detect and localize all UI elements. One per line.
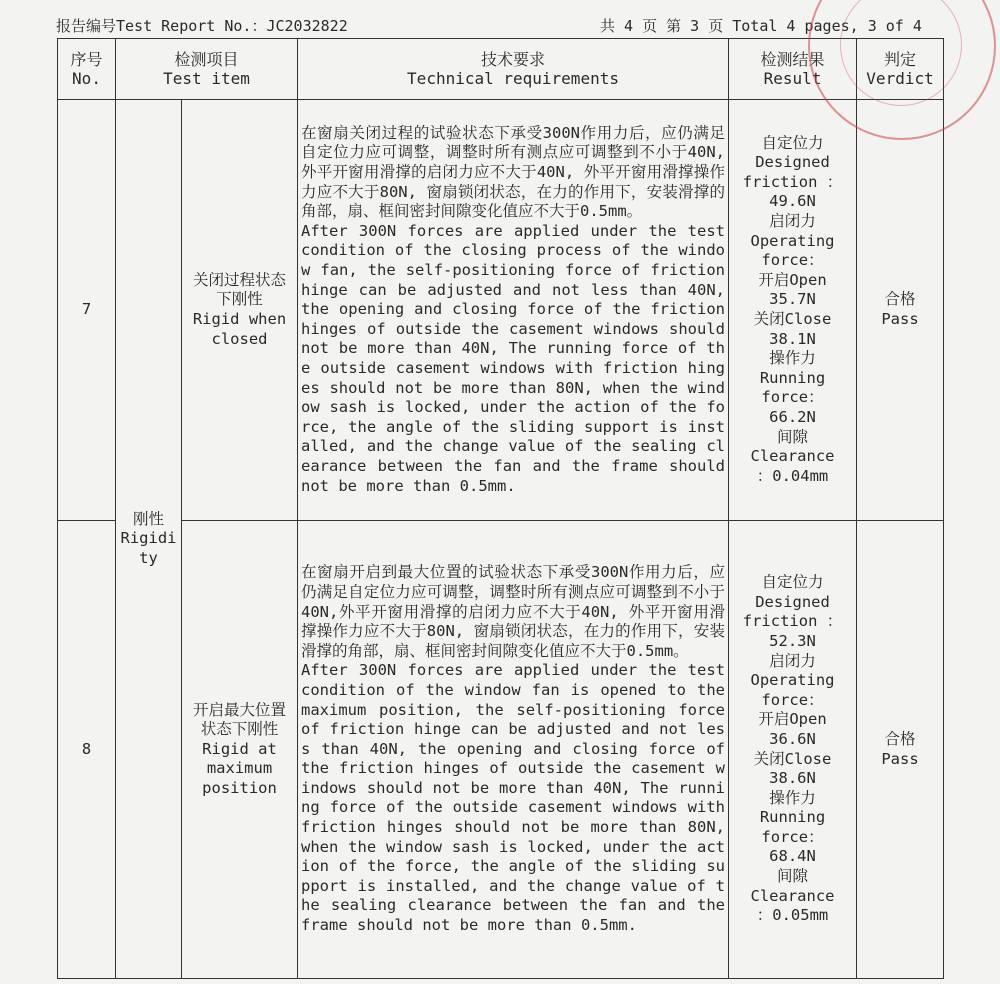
result-line: 操作力 (769, 788, 816, 807)
row-number: 7 (58, 100, 116, 521)
header-no-en: No. (72, 69, 101, 88)
result-cell (729, 521, 857, 979)
category-cn: 刚性 (132, 509, 164, 528)
header-result-en: Result (763, 69, 822, 88)
result-line: Clearance (750, 447, 835, 466)
result-line: Running (759, 808, 826, 827)
test-item-cell (182, 521, 298, 979)
result-line: Operating (750, 231, 835, 250)
header-result (729, 39, 857, 100)
row-number: 8 (58, 521, 116, 979)
header-verdict-en: Verdict (866, 69, 934, 88)
header-no (58, 39, 116, 100)
result-line: 间隙 (777, 867, 809, 886)
header-item-en: Test item (163, 69, 250, 88)
verdict-cn: 合格 (884, 729, 916, 748)
verdict-cell (857, 521, 944, 979)
header-no-cn: 序号 (70, 50, 103, 69)
result-line: friction ： (742, 612, 843, 631)
header-result-cn: 检测结果 (760, 50, 825, 69)
result-line: 66.2N (769, 407, 816, 426)
header-test-item (116, 39, 298, 100)
test-item-en: Rigid when closed (192, 310, 287, 348)
result-line: force： (761, 827, 824, 846)
table-header-row (58, 39, 944, 100)
result-line: Operating (750, 671, 835, 690)
verdict-cell (857, 100, 944, 521)
requirement-cn: 在窗扇开启到最大位置的试验状态下承受300N作用力后，应仍满足自定位力应可调整，调整时所有测点应可调整到不小于40N,外平开窗用滑撑的启闭力应不大于40N, 外平开窗用滑撑操作力应不大于80N, 窗扇锁闭状态，在力的作用下，安装滑撑的角部，扇、框间密封间隙变化值应不大于0.5mm。 (301, 563, 726, 660)
result-line: force： (761, 388, 824, 407)
result-line: ：0.04mm (756, 466, 829, 485)
result-line: 启闭力 (769, 651, 816, 670)
result-line: friction ： (742, 172, 843, 191)
result-line: 38.6N (769, 769, 816, 788)
result-line: 关闭Close (753, 310, 832, 328)
requirement-cell (298, 100, 729, 521)
requirement-en: After 300N forces are applied under the test condition of the closing process of the window fan, the self-positioning force of friction hinge can be adjusted and not less than 40N, the opening and closing force of the friction hinges of outside the casement windows should not be more than 40N, The running force of the outside casement windows with friction hinges should not be more than 80N, when the window sash is locked, under the action of the force, the angle of the sliding support is installed, and the change value of the sealing clearance between the fan and the frame should not be more than 0.5mm. (301, 221, 726, 495)
report-number (56, 16, 348, 36)
result-line: Clearance (750, 886, 835, 905)
result-line: force： (761, 251, 824, 270)
verdict-en: Pass (881, 749, 919, 768)
header-req-cn: 技术要求 (481, 50, 546, 69)
test-item-cell (182, 100, 298, 521)
result-line: 开启Open (758, 270, 827, 289)
header-verdict-cn: 判定 (884, 50, 917, 69)
result-line: Designed (755, 592, 830, 611)
requirement-cn: 在窗扇关闭过程的试验状态下承受300N作用力后，应仍满足自定位力应可调整，调整时所有测点应可调整到不小于40N,外平开窗用滑撑的启闭力应不大于40N, 外平开窗用滑撑操作力应不大于80N, 窗扇锁闭状态，在力的作用下，安装滑撑的角部，扇、框间密封间隙变化值应不大于0.5mm。 (301, 123, 726, 221)
verdict-en: Pass (881, 310, 919, 328)
test-results-table (57, 38, 944, 979)
result-line: ：0.05mm (756, 906, 829, 925)
result-line: 36.6N (769, 729, 816, 748)
verdict-cn: 合格 (884, 290, 916, 309)
result-line: 68.4N (769, 847, 816, 866)
header-req-en: Technical requirements (407, 69, 619, 88)
category-en: Rigidity (120, 529, 177, 567)
requirement-en: After 300N forces are applied under the test condition of the window fan is opened to the maximum position, the self-positioning force of friction hinge can be adjusted and not less than 40N, the opening and closing force of the friction hinges of outside the casement windows should not be more than 40N, The running force of the outside casement windows with friction hinges should not be more than 80N, when the window sash is locked, under the action of the force, the angle of the sliding support is installed, and the change value of the sealing clearance between the fan and the frame should not be more than 0.5mm. (301, 661, 726, 935)
result-line: 自定位力 (761, 573, 824, 592)
requirement-cell (298, 521, 729, 979)
result-line: Running (759, 368, 826, 387)
result-line: 间隙 (777, 427, 809, 446)
header-verdict (857, 39, 944, 100)
result-line: force： (761, 690, 824, 709)
report-number-value: JC2032822 (266, 17, 348, 35)
header-item-cn: 检测项目 (174, 50, 239, 69)
result-cell (729, 100, 857, 521)
category-cell (116, 100, 182, 979)
result-line: 35.7N (769, 290, 816, 309)
test-item-cn: 关闭过程状态下刚性 (193, 270, 287, 309)
page-info: 共 4 页 第 3 页 Total 4 pages, 3 of 4 (600, 17, 922, 35)
result-line: 49.6N (769, 192, 816, 211)
header-requirements (298, 39, 729, 100)
result-line: 38.1N (769, 329, 816, 348)
result-line: 操作力 (769, 349, 816, 368)
report-number-label: 报告编号Test Report No.： (56, 17, 267, 35)
result-line: 关闭Close (753, 749, 832, 768)
test-item-cn: 开启最大位置状态下刚性 (193, 700, 287, 739)
result-line: 开启Open (758, 710, 827, 729)
table-row (58, 521, 944, 979)
result-line: Designed (755, 153, 830, 172)
result-line: 自定位力 (761, 133, 824, 152)
result-line: 52.3N (769, 631, 816, 650)
result-line: 启闭力 (769, 212, 816, 231)
test-item-en: Rigid at maximum position (202, 739, 277, 797)
table-row (58, 100, 944, 521)
